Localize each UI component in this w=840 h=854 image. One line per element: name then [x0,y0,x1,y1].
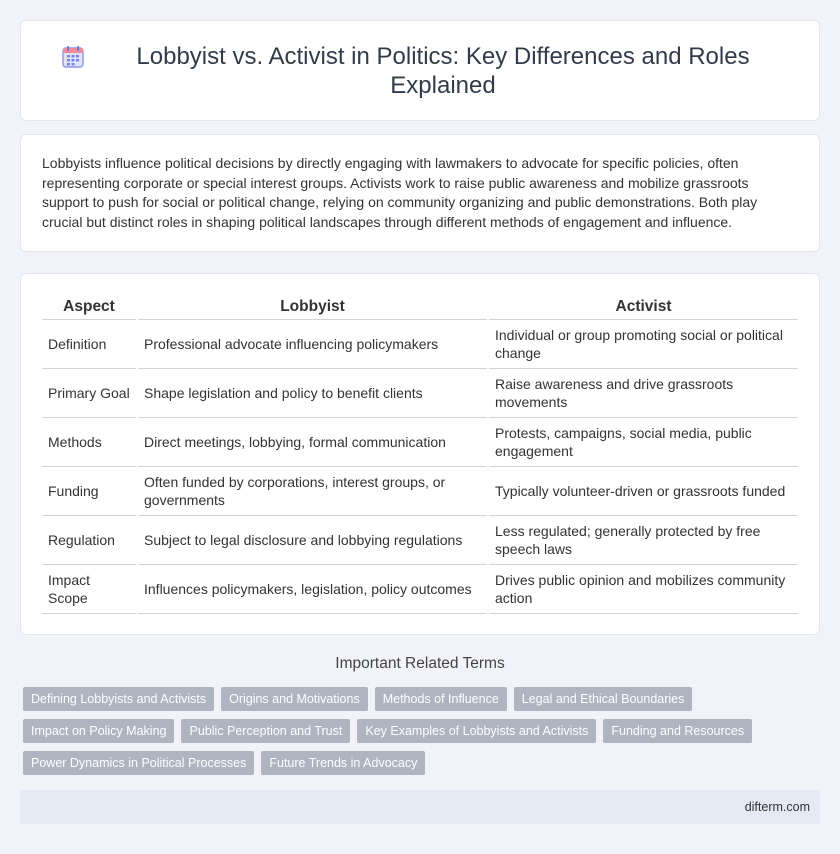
related-term-tag[interactable]: Public Perception and Trust [181,719,350,743]
related-term-tag[interactable]: Funding and Resources [603,719,752,743]
aspect-cell: Definition [42,320,136,369]
related-terms-list [23,687,823,783]
footer-site-link[interactable]: difterm.com [744,800,810,814]
aspect-cell: Primary Goal [42,369,136,418]
related-term-tag[interactable]: Impact on Policy Making [23,719,174,743]
footer-bar [20,790,820,824]
related-term-tag[interactable]: Origins and Motivations [221,687,368,711]
intro-card [20,134,820,252]
activist-cell: Raise awareness and drive grassroots movements [489,369,798,418]
activist-cell: Drives public opinion and mobilizes community action [489,565,798,614]
related-term-tag[interactable]: Key Examples of Lobbyists and Activists [357,719,596,743]
aspect-cell: Funding [42,467,136,516]
related-term-tag[interactable]: Future Trends in Advocacy [261,751,425,775]
column-header-lobbyist: Lobbyist [138,294,487,320]
column-header-aspect: Aspect [42,294,136,320]
activist-cell: Protests, campaigns, social media, public engagement [489,418,798,467]
related-term-tag[interactable]: Defining Lobbyists and Activists [23,687,214,711]
lobbyist-cell: Influences policymakers, legislation, policy outcomes [138,565,487,614]
table-row [42,369,798,418]
related-terms-heading: Important Related Terms [335,655,505,672]
related-term-tag[interactable]: Methods of Influence [375,687,507,711]
table-header-row [42,294,798,320]
aspect-cell: Impact Scope [42,565,136,614]
lobbyist-cell: Shape legislation and policy to benefit clients [138,369,487,418]
table-row [42,320,798,369]
header-card [20,20,820,121]
activist-cell: Less regulated; generally protected by free speech laws [489,516,798,565]
activist-cell: Typically volunteer-driven or grassroots funded [489,467,798,516]
comparison-table-card [20,273,820,635]
comparison-table [40,294,800,614]
lobbyist-cell: Professional advocate influencing policymakers [138,320,487,369]
table-row [42,418,798,467]
table-row [42,467,798,516]
lobbyist-cell: Subject to legal disclosure and lobbying regulations [138,516,487,565]
related-term-tag[interactable]: Legal and Ethical Boundaries [514,687,693,711]
related-term-tag[interactable]: Power Dynamics in Political Processes [23,751,254,775]
activist-cell: Individual or group promoting social or political change [489,320,798,369]
aspect-cell: Regulation [42,516,136,565]
intro-paragraph: Lobbyists influence political decisions by directly engaging with lawmakers to advocate for specific policies, often representing corporate or special interest groups. Activists work to raise public awareness and mobilize grassroots support to push for social or political change, relying on community organizing and public demonstrations. Both play crucial but distinct roles in shaping political landscapes through different methods of engagement and influence. [42,155,758,230]
lobbyist-cell: Direct meetings, lobbying, formal communication [138,418,487,467]
title-wrap [60,42,780,100]
table-row [42,565,798,614]
table-row [42,516,798,565]
column-header-activist: Activist [489,294,798,320]
calendar-icon [60,44,86,70]
lobbyist-cell: Often funded by corporations, interest groups, or governments [138,467,487,516]
aspect-cell: Methods [42,418,136,467]
page-title: Lobbyist vs. Activist in Politics: Key Differences and Roles Explained [136,42,750,99]
